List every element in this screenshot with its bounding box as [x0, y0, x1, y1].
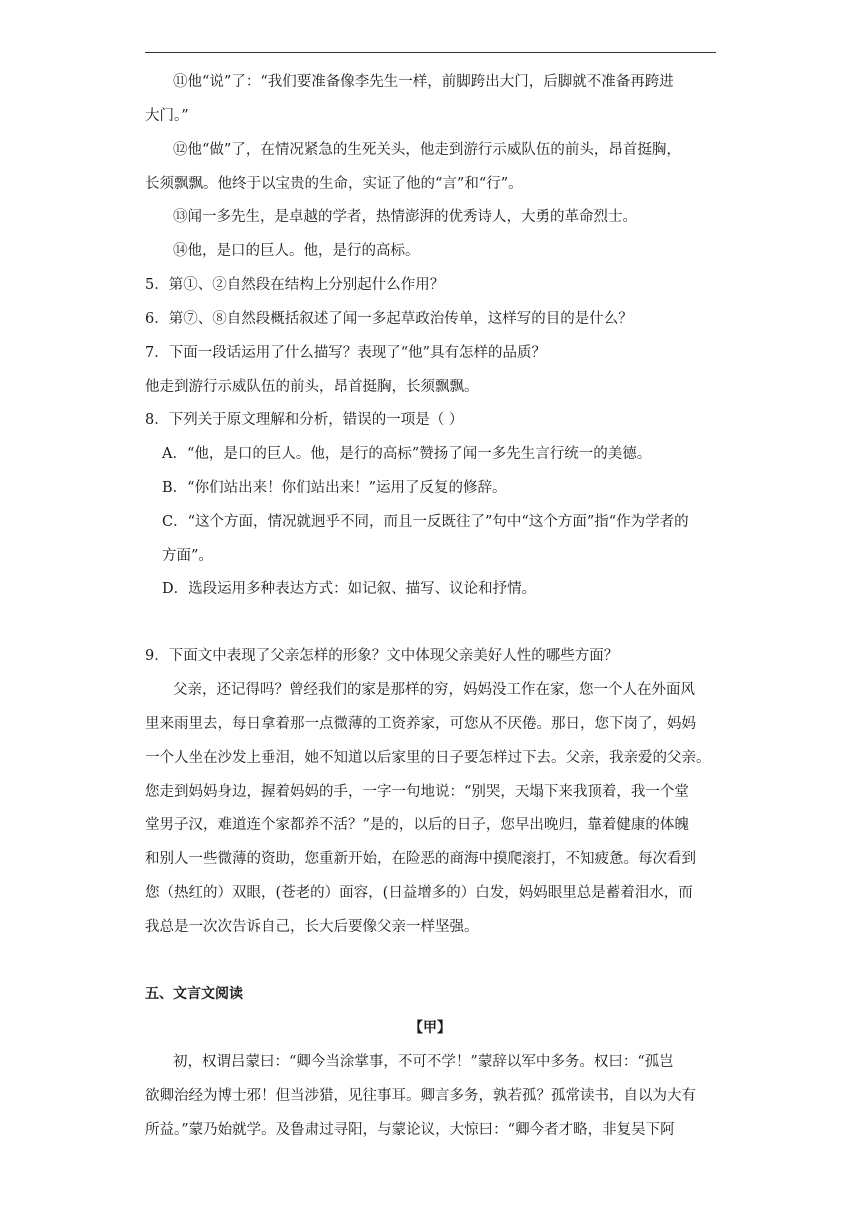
- father-passage-line: 您（热红的）双眼，(苍老的）面容，(日益增多的）白发，妈妈眼里总是蓄着泪水，而: [145, 885, 693, 901]
- question-8-option-c-line-2: 方面”。: [162, 548, 213, 564]
- section-5-heading: 五、文言文阅读: [145, 986, 243, 1002]
- question-7-quote: 他走到游行示威队伍的前头，昂首挺胸，长须飘飘。: [145, 379, 479, 395]
- question-8: 8．下列关于原文理解和分析，错误的一项是（ ）: [145, 412, 464, 428]
- paragraph-13: ⑬闻一多先生，是卓越的学者，热情澎湃的优秀诗人，大勇的革命烈士。: [173, 209, 637, 225]
- father-passage-line: 您走到妈妈身边，握着妈妈的手，一字一句地说：“别哭，天塌下来我顶着，我一个堂: [145, 784, 689, 800]
- paragraph-14: ⑭他，是口的巨人。他，是行的高标。: [173, 243, 420, 259]
- classical-text-line: 欲卿治经为博士邪！但当涉猎，见往事耳。卿言多务，孰若孤？孤常读书，自以为大有: [145, 1088, 696, 1104]
- header-rule: [145, 52, 716, 53]
- father-passage-line: 一个人坐在沙发上垂泪，她不知道以后家里的日子要怎样过下去。父亲，我亲爱的父亲。: [145, 750, 711, 766]
- question-8-option-d: D．选段运用多种表达方式：如记叙、描写、议论和抒情。: [162, 581, 537, 597]
- paragraph-11-line-1: ⑪他“说”了：“我们要准备像李先生一样，前脚跨出大门，后脚就不准备再跨进: [173, 74, 674, 90]
- section-5-subheading: 【甲】: [409, 1020, 451, 1036]
- question-6: 6．第⑦、⑧自然段概括叙述了闻一多起草政治传单，这样写的目的是什么？: [145, 311, 633, 327]
- classical-text-line: 初，权谓吕蒙曰：“卿今当涂掌事，不可不学！”蒙辞以军中多务。权曰：“孤岂: [173, 1054, 674, 1070]
- question-8-option-c-line-1: C．“这个方面，情况就迥乎不同，而且一反既往了”句中“这个方面”指“作为学者的: [162, 514, 689, 530]
- father-passage-line: 堂男子汉，难道连个家都养不活？”是的，以后的日子，您早出晚归，靠着健康的体魄: [145, 817, 689, 833]
- father-passage-line: 我总是一次次告诉自己，长大后要像父亲一样坚强。: [145, 919, 479, 935]
- paragraph-12-line-1: ⑫他“做”了，在情况紧急的生死关头，他走到游行示威队伍的前头，昂首挺胸，: [173, 142, 681, 158]
- paragraph-11-line-2: 大门。”: [145, 108, 189, 124]
- question-5: 5．第①、②自然段在结构上分别起什么作用？: [145, 277, 445, 293]
- father-passage-line: 和别人一些微薄的资助，您重新开始，在险恶的商海中摸爬滚打，不知疲惫。每次看到: [145, 851, 696, 867]
- classical-text-line: 所益。”蒙乃始就学。及鲁肃过寻阳，与蒙论议，大惊曰：“卿今者才略，非复吴下阿: [145, 1122, 675, 1138]
- father-passage-line: 里来雨里去，每日拿着那一点微薄的工资养家，可您从不厌倦。那日，您下岗了，妈妈: [145, 716, 696, 732]
- paragraph-12-line-2: 长须飘飘。他终于以宝贵的生命，实证了他的“言”和“行”。: [145, 176, 523, 192]
- question-7: 7．下面一段话运用了什么描写？表现了“他”具有怎样的品质？: [145, 345, 547, 361]
- question-8-option-a: A．“他，是口的巨人。他，是行的高标”赞扬了闻一多先生言行统一的美德。: [162, 446, 652, 462]
- question-8-option-b: B．“你们站出来！你们站出来！”运用了反复的修辞。: [162, 480, 507, 496]
- father-passage-line: 父亲，还记得吗？曾经我们的家是那样的穷，妈妈没工作在家，您一个人在外面风: [173, 682, 695, 698]
- question-9: 9．下面文中表现了父亲怎样的形象？文中体现父亲美好人性的哪些方面？: [145, 648, 619, 664]
